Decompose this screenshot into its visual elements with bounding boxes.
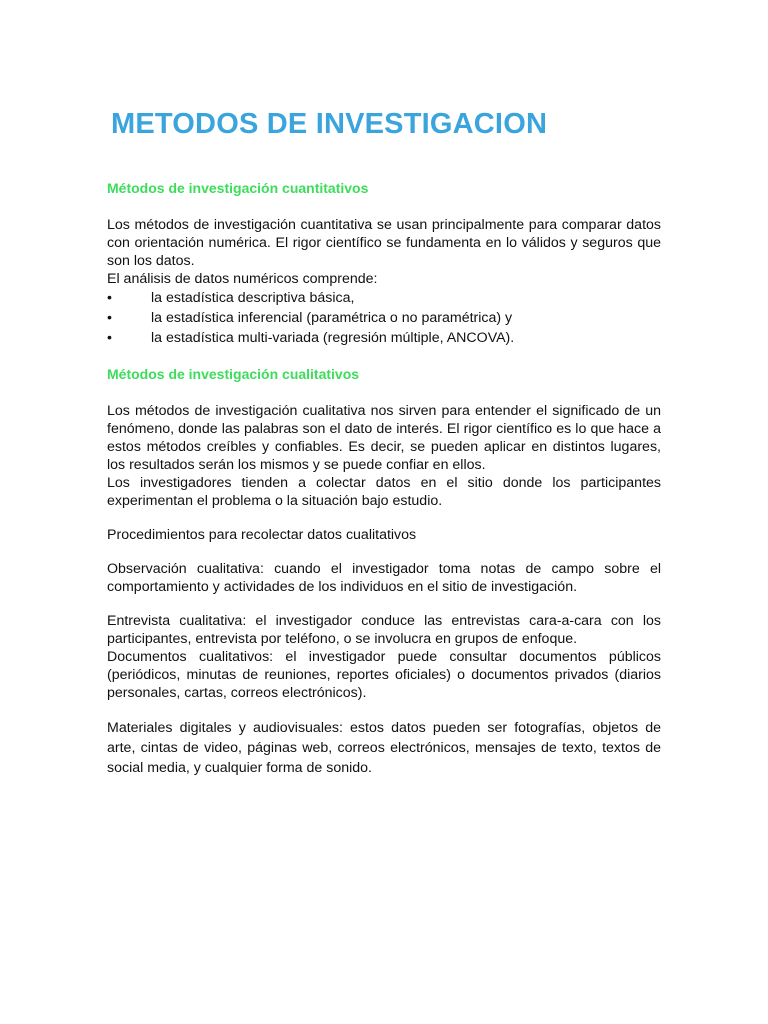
list-item [107,288,661,308]
bullet-icon: • [107,290,112,306]
spacer [107,510,661,526]
paragraph-observation: Observación cualitativa: cuando el investigador toma notas de campo sobre el comportamiento y actividades de los individuos en el sitio de investigación. [107,561,661,595]
paragraph-procedures-title: Procedimientos para recolectar datos cualitativos [107,527,417,543]
list-item-text: la estadística multi-variada (regresión múltiple, ANCOVA). [151,330,515,346]
paragraph-qualitative-intro: Los métodos de investigación cualitativa nos sirven para entender el significado de un fenómeno, donde las palabras son el dato de interés. El rigor científico es lo que hace a estos métodos creíbles y confiables. Es decir, se pueden aplicar en distintos lugares, los resultados serán los mismos y se puede confiar en ellos. [107,403,661,473]
spacer [107,702,661,718]
document-title: METODOS DE INVESTIGACION [111,108,548,140]
spacer [107,596,661,612]
spacer [107,544,661,560]
list-item [107,308,661,328]
spacer [107,384,661,402]
paragraph-researchers: Los investigadores tienden a colectar datos en el sitio donde los participantes experimentan el problema o la situación bajo estudio. [107,475,661,509]
section-heading-qualitative: Métodos de investigación cualitativos [107,366,360,382]
spacer [107,348,661,364]
section-heading-quantitative: Métodos de investigación cuantitativos [107,180,369,196]
list-item-text: la estadística inferencial (paramétrica o no paramétrica) y [151,310,513,326]
paragraph-interview: Entrevista cualitativa: el investigador conduce las entrevistas cara-a-cara con los participantes, entrevista por teléfono, o se involucra en grupos de enfoque. [107,613,661,647]
paragraph-quantitative-intro: Los métodos de investigación cuantitativa se usan principalmente para comparar datos con orientación numérica. El rigor científico se fundamenta en lo válidos y seguros que son los datos. [107,217,661,269]
paragraph-numeric-analysis: El análisis de datos numéricos comprende: [107,271,378,287]
list-item [107,328,661,348]
bullet-icon: • [107,330,112,346]
spacer [107,198,661,216]
list-item-text: la estadística descriptiva básica, [151,290,355,306]
bullet-list-statistics [107,288,661,348]
document-body [107,178,661,778]
bullet-icon: • [107,310,112,326]
paragraph-documents: Documentos cualitativos: el investigador puede consultar documentos públicos (periódicos, minutas de reuniones, reportes oficiales) o documentos privados (diarios personales, cartas, correos electrónicos). [107,649,661,701]
paragraph-digital-materials: Materiales digitales y audiovisuales: estos datos pueden ser fotografías, objetos de arte, cintas de video, páginas web, correos electrónicos, mensajes de texto, textos de social media, y cualquier forma de sonido. [107,720,661,776]
